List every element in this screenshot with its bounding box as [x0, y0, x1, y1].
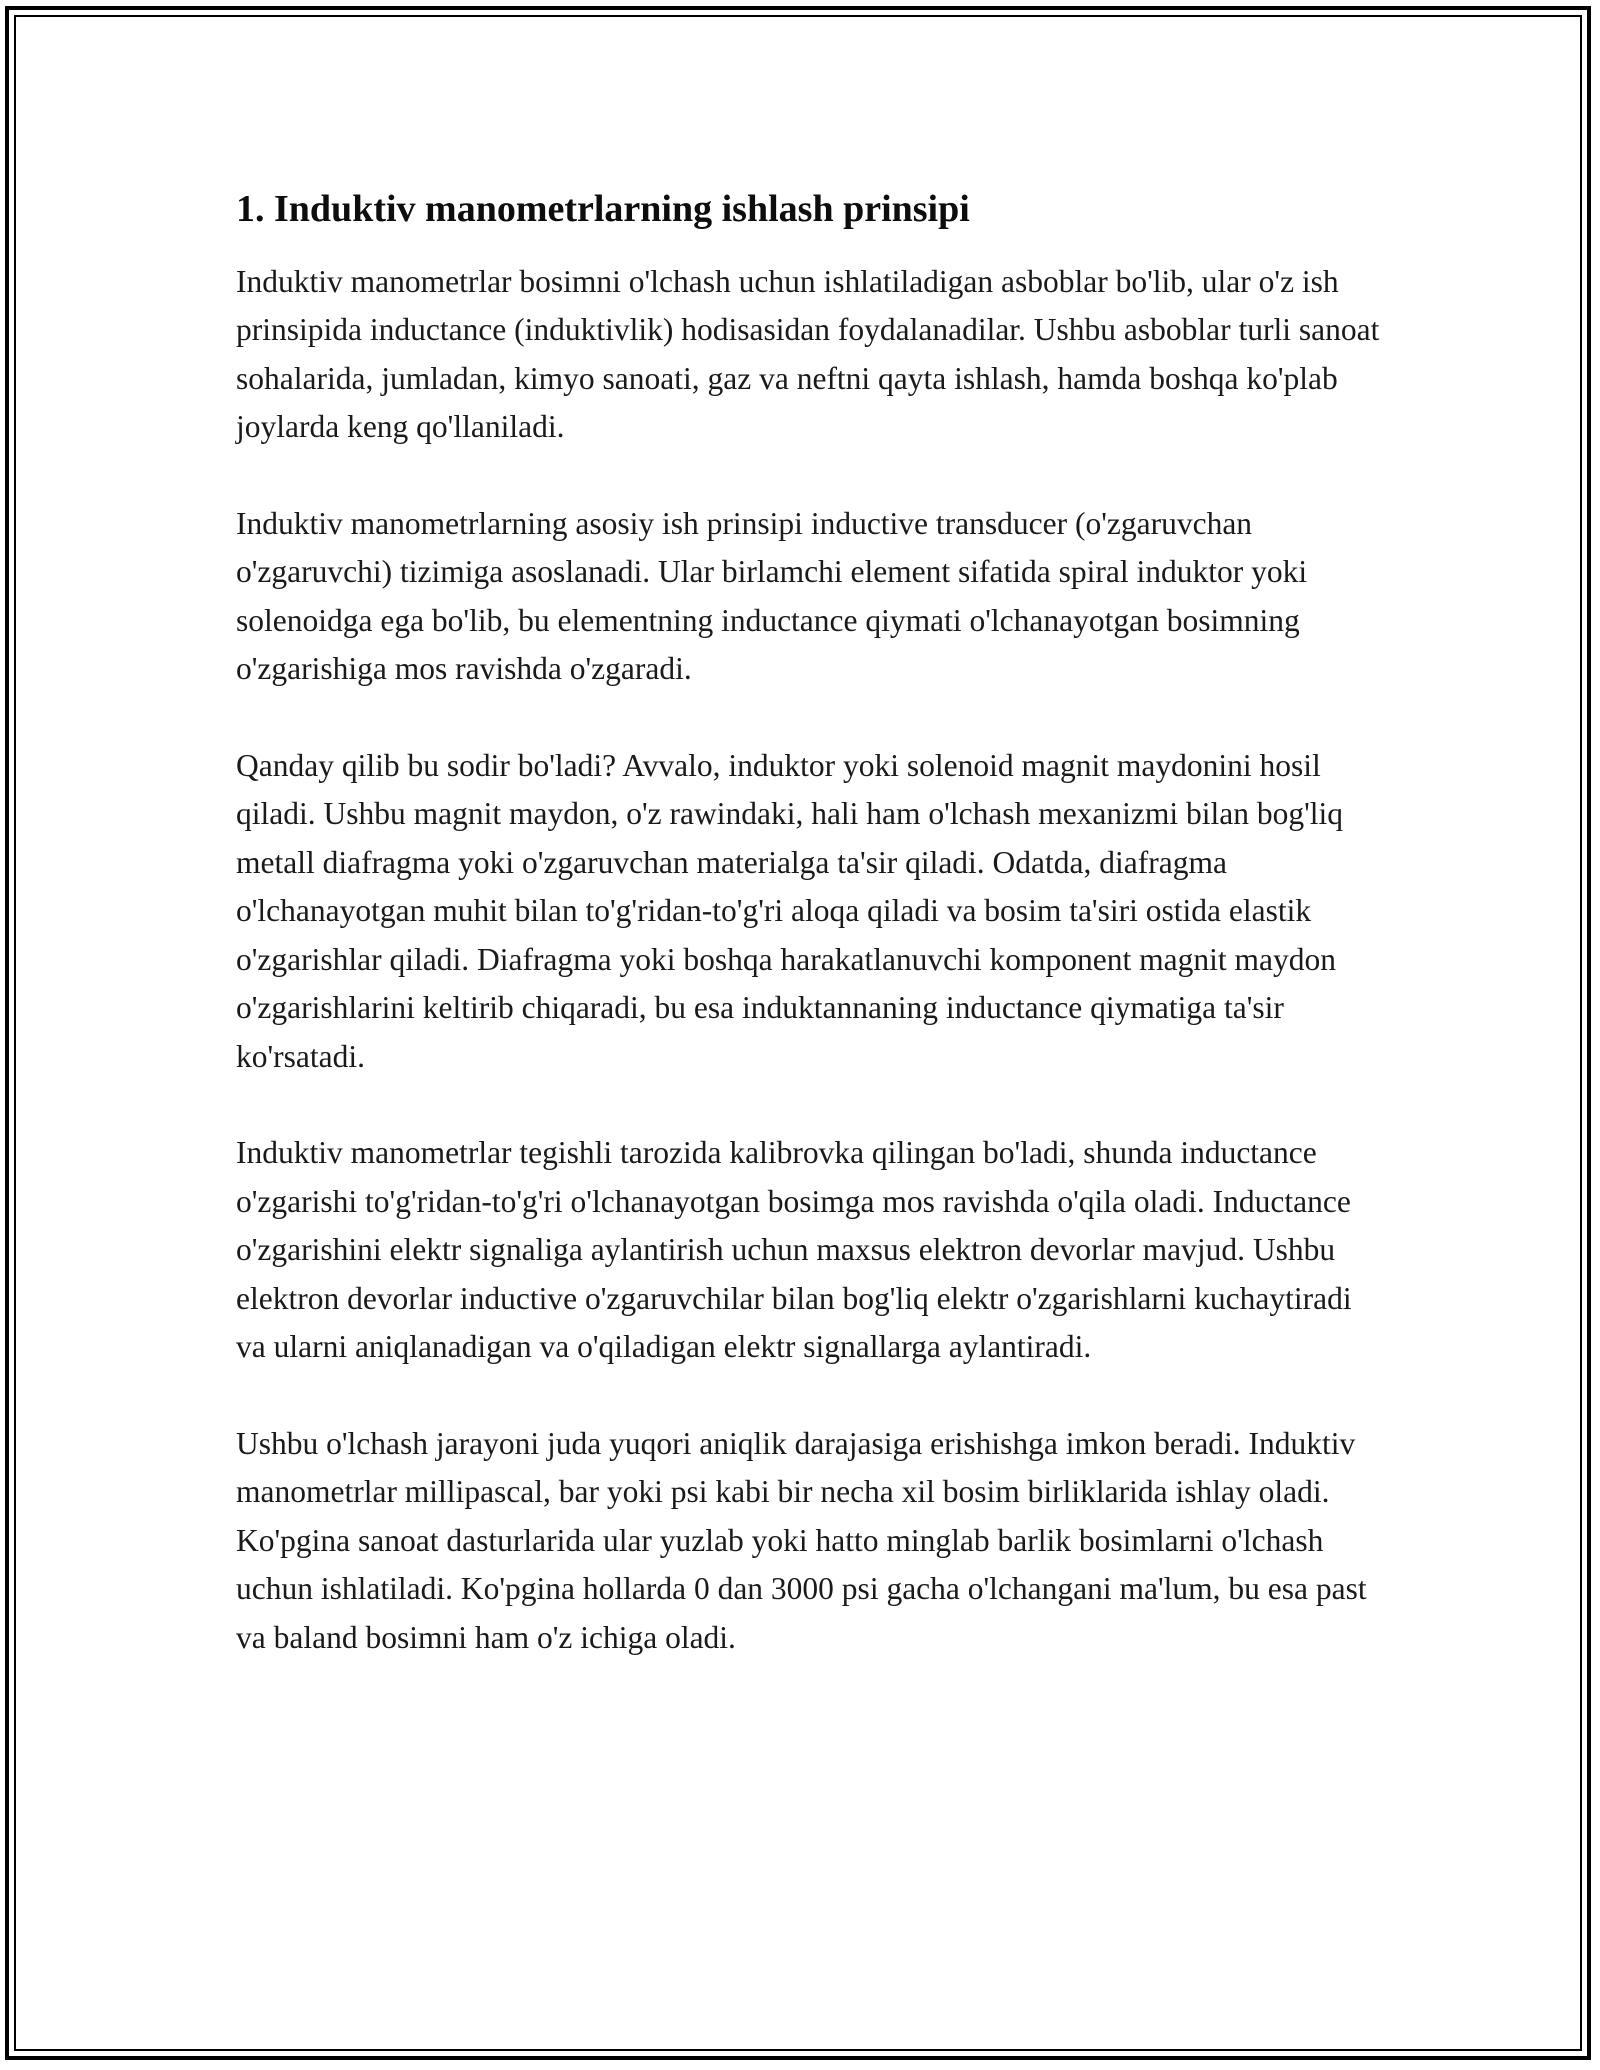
paragraph-4: Induktiv manometrlar tegishli tarozida kalibrovka qilingan bo'ladi, shunda inductance o'zgarishi to'g'ridan-to'g'ri o'lchanayotgan bosimga mos ravishda o'qila oladi. Inductance o'zgarishini elektr signaliga aylantirish uchun maxsus elektron devorlar mavjud. Ushbu elektron devorlar inductive o'zgaruvchilar bilan bog'liq elektr o'zgarishlarni kuchaytiradi va ularni aniqlanadigan va o'qiladigan elektr signallarga aylantiradi.	[236, 1135, 1352, 1365]
paragraph-1: Induktiv manometrlar bosimni o'lchash uchun ishlatiladigan asboblar bo'lib, ular o'z ish prinsipida inductance (induktivlik) hodisasidan foydalanadilar. Ushbu asboblar turli sanoat sohalarida, jumladan, kimyo sanoati, gaz va neftni qayta ishlash, hamda boshqa ko'plab joylarda keng qo'llaniladi.	[236, 263, 1380, 445]
paragraph-2: Induktiv manometrlarning asosiy ish prinsipi inductive transducer (o'zgaruvchan o'zgaruvchi) tizimiga asoslanadi. Ular birlamchi element sifatida spiral induktor yoki solenoidga ega bo'lib, bu elementning inductance qiymati o'lchanayotgan bosimning o'zgarishiga mos ravishda o'zgaradi.	[236, 505, 1308, 687]
paragraph-3: Qanday qilib bu sodir bo'ladi? Avvalo, induktor yoki solenoid magnit maydonini hosil qiladi. Ushbu magnit maydon, o'z rawindaki, hali ham o'lchash mexanizmi bilan bog'liq metall diafragma yoki o'zgaruvchan materialga ta'sir qiladi. Odatda, diafragma o'lchanayotgan muhit bilan to'g'ridan-to'g'ri aloqa qiladi va bosim ta'siri ostida elastik o'zgarishlar qiladi. Diafragma yoki boshqa harakatlanuvchi komponent magnit maydon o'zgarishlarini keltirib chiqaradi, bu esa induktannaning inductance qiymatiga ta'sir ko'rsatadi.	[236, 747, 1344, 1074]
paragraph-5: Ushbu o'lchash jarayoni juda yuqori aniqlik darajasiga erishishga imkon beradi. Induktiv manometrlar millipascal, bar yoki psi kabi bir necha xil bosim birliklarida ishlay oladi. Ko'pgina sanoat dasturlarida ular yuzlab yoki hatto minglab barlik bosimlarni o'lchash uchun ishlatiladi. Ko'pgina hollarda 0 dan 3000 psi gacha o'lchangani ma'lum, bu esa past va baland bosimni ham o'z ichiga oladi.	[236, 1425, 1367, 1655]
section-heading: 1. Induktiv manometrlarning ishlash prinsipi	[236, 188, 970, 230]
document-body	[236, 188, 1386, 1710]
